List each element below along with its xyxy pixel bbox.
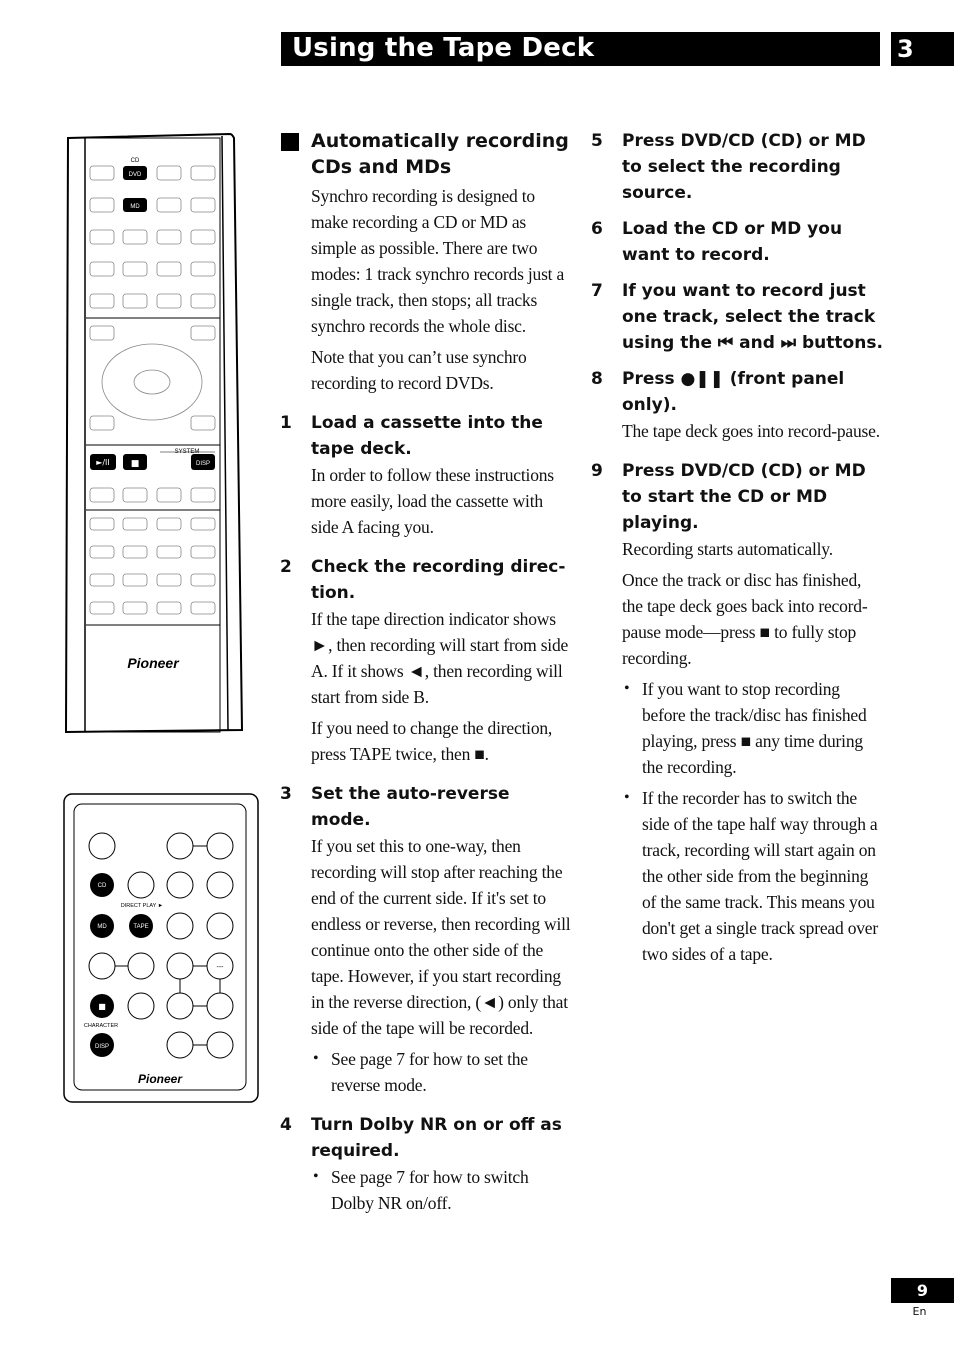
small-remote-label-direct-play: DIRECT PLAY ► (120, 903, 164, 909)
step-5: 5 Press DVD/CD (CD) or MD to select the recording source. (591, 131, 866, 203)
step-6: 6 Load the CD or MD you want to record. (591, 219, 843, 265)
small-remote-label-character: CHARACTER (83, 1023, 119, 1029)
step-7: 7 If you want to record just one track, select the track using the ⏮ and ⏭ buttons. (591, 281, 883, 353)
small-remote-label-cd: CD (97, 883, 107, 889)
remote-label-system: SYSTEM (174, 449, 200, 455)
small-remote-label-md: MD (97, 924, 107, 930)
small-remote-label-stop: ■ (98, 1002, 106, 1011)
list-item: • See page 7 for how to switch Dolby NR on/off. (311, 1164, 572, 1216)
section-title: Automatically recording CDs and MDs (311, 130, 569, 178)
step-4: 4 Turn Dolby NR on or off as required. • See page 7 for how to switch Dolby NR on/off. (280, 1112, 572, 1216)
section-intro: Synchro recording is designed to make recording a CD or MD as simple as possible. There are two modes: 1 track synchro records just a single track, then stops; all tracks synchro records the whole disc. (311, 186, 565, 336)
remote-label-md: MD (130, 204, 140, 210)
right-column (591, 128, 886, 967)
step-8: 8 Press ●❚❚ (front panel only). The tape deck goes into record-pause. (591, 369, 880, 441)
remote-label-dvd: DVD (128, 172, 142, 178)
remote-label-cd: CD (130, 158, 140, 164)
chapter-number: 3 (891, 32, 954, 66)
remote-label-stop: ■ (130, 459, 140, 469)
list-item: • See page 7 for how to set the reverse mode. (311, 1046, 572, 1098)
step-3: 3 Set the auto-reverse mode. If you set this to one-way, then recording will stop after reaching the end of the current side. If it's set to endless or reverse, then recording will continue onto the other side of the tape. However, if you start recording in the reverse direction, (◄) only that side of the tape will be recorded. • See page 7 for how to set the reverse mode. (280, 781, 572, 1098)
pioneer-logo: Pioneer (127, 655, 179, 671)
small-remote-label-tape: TAPE (133, 924, 149, 930)
small-remote-label-disp: DISP (94, 1044, 110, 1050)
middle-column (280, 128, 572, 1216)
page-language: En (912, 1305, 927, 1318)
remote-label-disp: DISP (195, 461, 211, 467)
small-remote-label-dash: --- (216, 964, 224, 971)
page-title: Using the Tape Deck (292, 33, 595, 63)
remote-label-play-pause: ►/II (96, 458, 110, 467)
step-2: 2 Check the recording direc- tion. If the tape direction indicator shows ►, then recording will start from side A. If it shows ◄, then recording will start from side B. If you need to change the direction, press TAPE twice, then ■. (280, 557, 569, 764)
list-item: • If the recorder has to switch the side of the tape half way through a track, recording will start again on the other side from the beginning of the same track. This means you don't get a single track spread over two sides of a tape. (622, 785, 886, 967)
list-item: • If you want to stop recording before the track/disc has finished playing, press ■ any time during the recording. (622, 676, 886, 780)
small-pioneer-logo: Pioneer (137, 1072, 183, 1086)
section-note: Note that you can’t use synchro recording to record DVDs. (311, 347, 527, 393)
page-number: 9 (891, 1278, 954, 1303)
remote-control-small-illustration (62, 792, 262, 1104)
remote-control-large-illustration (60, 130, 250, 740)
step-1: 1 Load a cassette into the tape deck. In order to follow these instructions more easily, load the cassette with side A facing you. (280, 413, 554, 537)
step-9: 9 Press DVD/CD (CD) or MD to start the CD or MD playing. Recording starts automatically. Once the track or disc has finished, the tape deck goes back into record-pause mode—press ■ to fully stop recording. • If you want to stop recording before the track/disc has finished playing, press ■ any time during the recording. • If the recorder has to switch the side of the tape half way through a track, recording will start again on the other side from the beginning of the same track. This means you don't get a single track spread over two sides of a tape. (591, 458, 886, 967)
